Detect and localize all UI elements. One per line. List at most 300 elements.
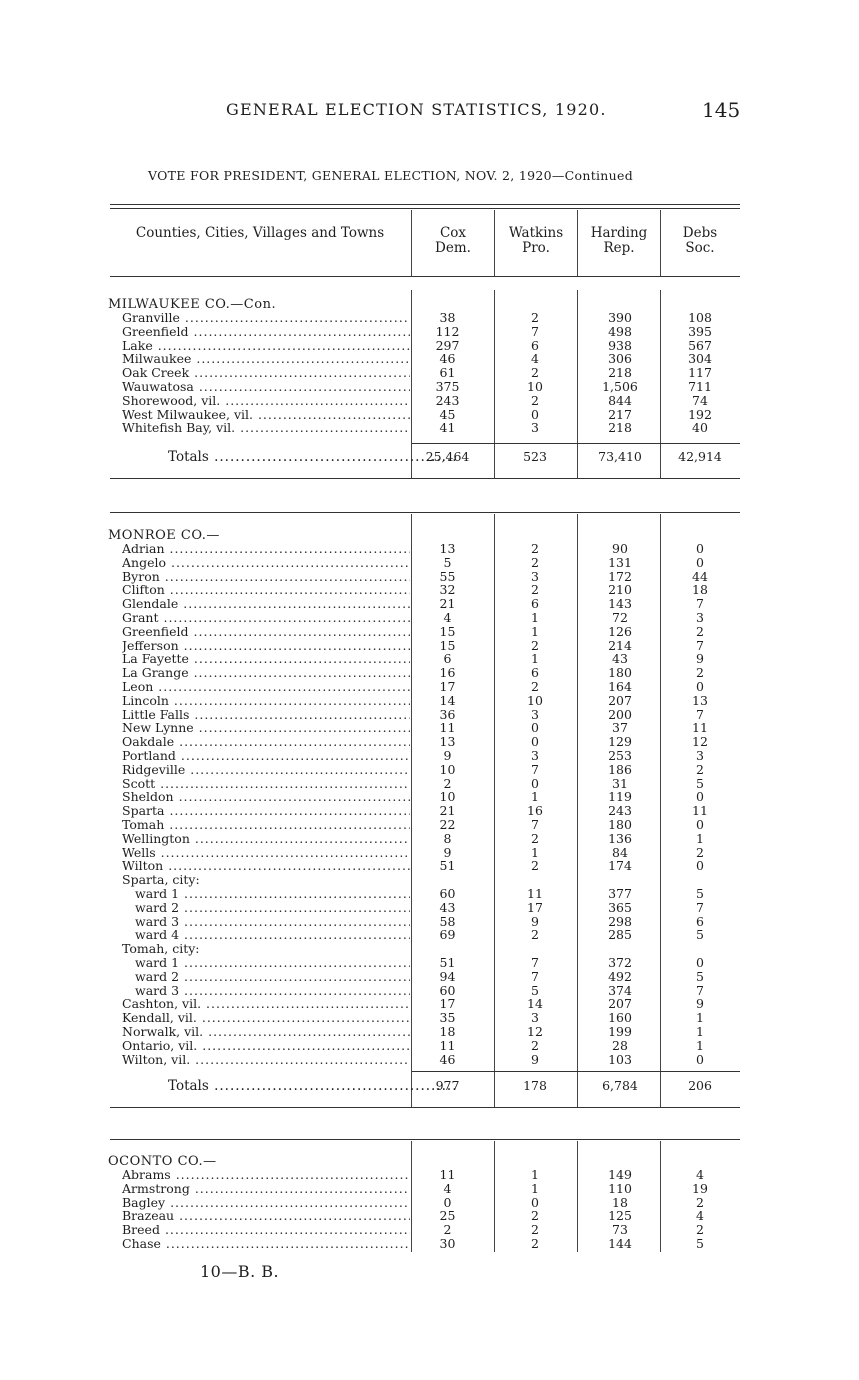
watkins-votes: 1 [531,610,539,625]
cox-votes: 9 [443,748,452,763]
debs-votes: 0 [696,858,704,874]
header-watkins-party: Pro. [522,240,550,256]
watkins-votes: 0 [531,406,539,422]
place-name: Byron ..... [122,570,410,584]
harding-votes: 18 [612,1194,628,1210]
county-heading: MILWAUKEE CO.—Con. [108,297,277,312]
cox-votes: 51 [439,955,456,970]
cox-votes: 60 [439,886,456,901]
watkins-votes: 14 [527,996,543,1012]
debs-votes: 0 [696,541,704,556]
watkins-votes: 1 [531,789,539,805]
harding-votes: 374 [608,982,632,998]
table-row [0,915,859,929]
rule [110,208,740,209]
place-name: Oakdale ..... [122,735,410,749]
table-row [0,749,859,763]
table-row [0,339,859,353]
cox-votes: 32 [439,582,456,598]
watkins-votes: 2 [531,1236,539,1251]
table-row [0,1196,859,1210]
cox-total: 977 [435,1078,460,1093]
place-name: Ontario, vil. ..... [122,1039,410,1053]
place-name: Lake ..... [122,339,410,353]
harding-votes: 136 [608,830,632,846]
watkins-votes: 2 [531,927,539,943]
county-heading: MONROE CO.— [108,528,220,543]
place-name: Glendale ..... [122,597,410,611]
harding-votes: 298 [608,913,632,929]
place-name: Angelo ..... [122,556,410,570]
harding-total: 6,784 [602,1078,638,1093]
debs-votes: 0 [696,1051,704,1067]
cox-votes: 14 [439,692,456,708]
cox-votes: 18 [439,1024,456,1039]
debs-votes: 19 [692,1180,708,1196]
header-cox-party: Dem. [435,240,471,256]
debs-votes: 0 [696,955,704,970]
harding-votes: 73 [612,1222,628,1238]
debs-votes: 5 [696,775,704,791]
header-debs [661,226,739,256]
place-name: Ridgeville ..... [122,763,410,777]
debs-votes: 5 [696,968,704,984]
table-row [0,542,859,556]
totals-rule [412,1071,740,1072]
harding-votes: 186 [608,761,632,777]
cox-votes: 61 [439,365,456,381]
place-name: ward 1 ..... [135,956,410,970]
place-name: Tomah ..... [122,818,410,832]
table-row [0,352,859,366]
table-row [0,846,859,860]
table-title: VOTE FOR PRESIDENT, GENERAL ELECTION, NOV. 2, 1920—Continued [148,168,634,183]
watkins-votes: 6 [531,337,539,353]
cox-votes: 38 [439,310,456,325]
table-row [0,666,859,680]
harding-votes: 214 [608,637,632,653]
place-name: ward 4 ..... [135,928,410,942]
watkins-votes: 10 [527,692,543,708]
header-harding-party: Rep. [603,240,635,256]
harding-votes: 218 [608,420,632,436]
table-row [0,583,859,597]
watkins-votes: 4 [531,351,539,367]
debs-votes: 5 [696,1236,704,1251]
watkins-votes: 9 [531,913,539,929]
debs-votes: 7 [696,637,704,653]
place-name: Scott ..... [122,777,410,791]
cox-votes: 15 [439,623,456,639]
debs-votes: 2 [696,1222,704,1238]
table-row [0,1039,859,1053]
header-cox-name: Cox [439,225,467,241]
watkins-votes: 3 [531,420,539,436]
totals-row [0,450,859,464]
place-name: Wellington ..... [122,832,410,846]
watkins-votes: 2 [531,541,539,556]
place-name: Wilton, vil. ..... [122,1053,410,1067]
place-name: New Lynne ..... [122,721,410,735]
cox-votes: 2 [443,775,452,791]
cox-votes: 10 [439,789,456,805]
table-row [0,1223,859,1237]
cox-votes: 243 [435,392,460,408]
place-name: Little Falls ..... [122,708,410,722]
debs-votes: 18 [692,582,708,598]
watkins-votes: 2 [531,679,539,694]
watkins-votes: 3 [531,748,539,763]
header-harding [578,226,660,256]
place-name: Abrams ..... [122,1168,410,1182]
harding-votes: 90 [612,541,628,556]
debs-votes: 1 [696,1037,704,1053]
harding-votes: 207 [608,996,632,1012]
harding-votes: 84 [612,844,628,860]
harding-votes: 390 [608,310,632,325]
table-row [0,942,859,956]
watkins-votes: 2 [531,582,539,598]
debs-votes: 192 [688,406,712,422]
place-name: La Grange ..... [122,666,410,680]
cox-votes: 8 [443,830,452,846]
table-row [0,421,859,435]
place-name: Oak Creek ..... [122,366,410,380]
watkins-votes: 2 [531,1037,539,1053]
table-row [0,901,859,915]
watkins-votes: 2 [531,1222,539,1238]
cox-votes: 17 [439,996,456,1012]
table-row [0,928,859,942]
cox-votes: 10 [439,761,456,777]
table-row [0,859,859,873]
table-row [0,311,859,325]
header-harding-name: Harding [590,225,648,241]
debs-votes: 0 [696,817,704,832]
table-row [0,721,859,735]
section-rule [110,478,740,479]
debs-votes: 7 [696,706,704,722]
table-row [0,1011,859,1025]
debs-votes: 6 [696,913,704,929]
table-row [0,763,859,777]
harding-votes: 28 [612,1037,628,1053]
table-row [0,366,859,380]
place-name: Shorewood, vil. ..... [122,394,410,408]
debs-total: 42,914 [678,449,722,464]
harding-votes: 377 [608,886,632,901]
debs-votes: 9 [696,996,704,1012]
watkins-votes: 2 [531,1208,539,1224]
place-name: Sparta ..... [122,804,410,818]
debs-total: 206 [688,1078,712,1093]
cox-votes: 17 [439,679,456,694]
harding-votes: 217 [608,406,632,422]
table-row [0,611,859,625]
table-row [0,1168,859,1182]
header-watkins-name: Watkins [508,225,564,241]
watkins-votes: 0 [531,720,539,736]
totals-rule [412,443,740,444]
table-row [0,408,859,422]
debs-votes: 0 [696,679,704,694]
harding-votes: 365 [608,899,632,915]
harding-votes: 125 [608,1208,632,1224]
cox-votes: 375 [435,379,460,394]
harding-votes: 144 [608,1236,632,1251]
table-row [0,639,859,653]
debs-votes: 9 [696,651,704,667]
debs-votes: 7 [696,596,704,612]
running-title: GENERAL ELECTION STATISTICS, 1920. [226,100,607,119]
cox-votes: 21 [439,803,456,819]
debs-votes: 1 [696,1010,704,1026]
place-name: Bagley ..... [122,1196,410,1210]
harding-votes: 129 [608,734,632,750]
debs-votes: 1 [696,1024,704,1039]
table-row [0,708,859,722]
table-row [0,873,859,887]
debs-votes: 7 [696,899,704,915]
header-debs-name: Debs [682,225,718,241]
debs-votes: 108 [688,310,712,325]
cox-votes: 16 [439,665,456,681]
watkins-votes: 10 [527,379,543,394]
table-row [0,832,859,846]
watkins-votes: 2 [531,365,539,381]
debs-votes: 2 [696,665,704,681]
table-row [0,970,859,984]
header-watkins [495,226,577,256]
table-row [0,984,859,998]
cox-votes: 5 [443,554,452,570]
place-name: Brazeau ..... [122,1209,410,1223]
table-row [0,1025,859,1039]
debs-votes: 304 [688,351,712,367]
debs-votes: 2 [696,761,704,777]
debs-votes: 44 [692,568,708,584]
cox-votes: 11 [439,1167,456,1182]
watkins-votes: 5 [531,982,539,998]
place-name: Chase ..... [122,1237,410,1251]
place-name: Breed ..... [122,1223,410,1237]
watkins-votes: 6 [531,665,539,681]
harding-votes: 172 [608,568,632,584]
table-row [0,1237,859,1251]
cox-votes: 46 [439,351,456,367]
cox-votes: 297 [435,337,460,353]
debs-votes: 4 [696,1167,704,1182]
table-row [0,625,859,639]
header-place [130,226,390,241]
place-name: Clifton ..... [122,583,410,597]
watkins-votes: 3 [531,1010,539,1026]
table-row [0,1209,859,1223]
cox-votes: 69 [439,927,456,943]
debs-votes: 2 [696,844,704,860]
table-row [0,1182,859,1196]
place-name: Adrian ..... [122,542,410,556]
table-row [0,325,859,339]
rule [110,204,740,205]
place-name: West Milwaukee, vil. ..... [122,408,410,422]
table-row [0,1053,859,1067]
debs-votes: 395 [688,323,712,339]
watkins-total: 178 [523,1078,547,1093]
harding-votes: 210 [608,582,632,598]
cox-votes: 45 [439,406,456,422]
harding-votes: 43 [612,651,628,667]
place-name: Portland ..... [122,749,410,763]
harding-votes: 31 [612,775,628,791]
debs-votes: 1 [696,830,704,846]
place-name: Cashton, vil. ..... [122,997,410,1011]
cox-votes: 4 [443,610,452,625]
place-name: Wauwatosa ..... [122,380,410,394]
table-row [0,777,859,791]
cox-votes: 9 [443,844,452,860]
harding-votes: 253 [608,748,632,763]
footer-signature: 10—B. B. [200,1262,280,1281]
cox-votes: 46 [439,1051,456,1067]
debs-votes: 117 [688,365,712,381]
watkins-votes: 12 [527,1024,543,1039]
place-name: Granville ..... [122,311,410,325]
harding-votes: 199 [608,1024,632,1039]
cox-votes: 22 [439,817,456,832]
cox-votes: 13 [439,734,456,750]
watkins-votes: 17 [527,899,543,915]
place-name: ward 3 ..... [135,915,410,929]
watkins-votes: 1 [531,1167,539,1182]
watkins-votes: 11 [527,886,543,901]
watkins-votes: 0 [531,734,539,750]
watkins-votes: 6 [531,596,539,612]
place-name: Wells ..... [122,846,410,860]
watkins-votes: 2 [531,392,539,408]
watkins-votes: 1 [531,623,539,639]
harding-votes: 207 [608,692,632,708]
harding-votes: 131 [608,554,632,570]
harding-votes: 372 [608,955,632,970]
rule [110,276,740,277]
harding-votes: 218 [608,365,632,381]
table-row [0,556,859,570]
watkins-votes: 7 [531,817,539,832]
debs-votes: 2 [696,1194,704,1210]
cox-total: 25,464 [425,449,470,464]
place-name: Greenfield ..... [122,325,410,339]
harding-votes: 180 [608,817,632,832]
harding-total: 73,410 [598,449,642,464]
county-heading: OCONTO CO.— [108,1154,217,1169]
table-row [0,887,859,901]
harding-votes: 200 [608,706,632,722]
harding-votes: 72 [612,610,628,625]
harding-votes: 180 [608,665,632,681]
header-place-label: Counties, Cities, Villages and Towns [135,225,385,241]
watkins-votes: 16 [527,803,543,819]
watkins-votes: 3 [531,568,539,584]
cox-votes: 41 [439,420,456,436]
cox-votes: 35 [439,1010,456,1026]
debs-votes: 0 [696,789,704,805]
place-name: Tomah, city: [122,942,200,957]
table-row [0,735,859,749]
cox-votes: 2 [443,1222,452,1238]
harding-votes: 306 [608,351,632,367]
watkins-votes: 1 [531,651,539,667]
debs-votes: 2 [696,623,704,639]
place-name: Milwaukee ..... [122,352,410,366]
place-name: Whitefish Bay, vil. ..... [122,421,410,435]
totals-label: Totals ..... [168,1079,456,1093]
harding-votes: 243 [608,803,632,819]
debs-votes: 40 [692,420,708,436]
table-row [0,804,859,818]
debs-votes: 13 [692,692,708,708]
place-name: Grant ..... [122,611,410,625]
table-row [0,694,859,708]
debs-votes: 3 [696,748,704,763]
place-name: Kendall, vil. ..... [122,1011,410,1025]
table-row [0,380,859,394]
harding-votes: 492 [608,968,632,984]
table-row [0,997,859,1011]
cox-votes: 15 [439,637,456,653]
watkins-votes: 2 [531,310,539,325]
watkins-votes: 2 [531,554,539,570]
cox-votes: 58 [439,913,456,929]
watkins-votes: 9 [531,1051,539,1067]
cox-votes: 6 [443,651,452,667]
debs-votes: 5 [696,927,704,943]
table-row [0,597,859,611]
harding-votes: 1,506 [602,379,638,394]
harding-votes: 37 [612,720,628,736]
table-row [0,652,859,666]
watkins-votes: 7 [531,323,539,339]
place-name: Greenfield ..... [122,625,410,639]
debs-votes: 5 [696,886,704,901]
place-name: Sparta, city: [122,873,200,888]
section-rule [110,1139,740,1140]
cox-votes: 60 [439,982,456,998]
header-debs-party: Soc. [685,240,715,256]
watkins-votes: 1 [531,1180,539,1196]
watkins-votes: 0 [531,1194,539,1210]
debs-votes: 4 [696,1208,704,1224]
debs-votes: 7 [696,982,704,998]
place-name: ward 2 ..... [135,970,410,984]
page-number: 145 [702,98,741,122]
debs-votes: 11 [692,803,708,819]
watkins-votes: 3 [531,706,539,722]
cox-votes: 30 [439,1236,456,1251]
harding-votes: 143 [608,596,632,612]
debs-votes: 12 [692,734,708,750]
table-row [0,570,859,584]
place-name: La Fayette ..... [122,652,410,666]
place-name: Wilton ..... [122,859,410,873]
table-row [0,818,859,832]
table-row [0,394,859,408]
totals-label: Totals ..... [168,450,456,464]
cox-votes: 43 [439,899,456,915]
place-name: ward 3 ..... [135,984,410,998]
place-name: Lincoln ..... [122,694,410,708]
section-rule [110,1107,740,1108]
